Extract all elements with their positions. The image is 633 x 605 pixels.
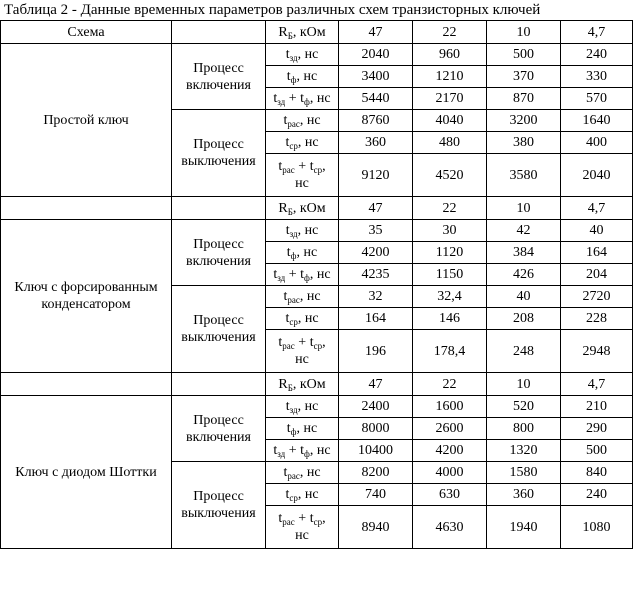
value-cell: 4040 xyxy=(413,110,487,132)
param-cell xyxy=(266,264,339,286)
param-symbol: t xyxy=(273,267,278,282)
param-subscript: зд xyxy=(289,229,298,239)
value-cell: 1580 xyxy=(487,462,561,484)
param-subscript: рас xyxy=(282,517,295,527)
param-unit: , нс xyxy=(297,47,319,62)
param-unit: , кОм xyxy=(292,200,326,216)
param-subscript: рас xyxy=(287,471,300,481)
process-off-label: Процесс выключения xyxy=(172,462,266,549)
param-unit: , нс xyxy=(297,487,319,502)
param-symbol: t xyxy=(286,69,291,84)
value-cell: 2400 xyxy=(339,396,413,418)
value-cell: 500 xyxy=(561,440,633,462)
value-cell: 2720 xyxy=(561,286,633,308)
value-cell: 800 xyxy=(487,418,561,440)
resistance-value: 10 xyxy=(487,373,561,396)
param-symbol: t xyxy=(285,487,290,502)
value-cell: 4520 xyxy=(413,154,487,197)
value-cell: 290 xyxy=(561,418,633,440)
value-cell: 2040 xyxy=(339,44,413,66)
param-symbol: t xyxy=(286,245,291,260)
param-cell xyxy=(266,44,339,66)
param-unit: , нс xyxy=(299,289,321,304)
param-unit: , кОм xyxy=(292,24,326,40)
process-on-label: Процесс включения xyxy=(172,396,266,462)
param-subscript: зд xyxy=(289,53,298,63)
value-cell: 740 xyxy=(339,484,413,506)
param-subscript: зд xyxy=(277,273,286,283)
param-plus: + t xyxy=(294,335,314,350)
data-row xyxy=(1,220,633,242)
param-symbol: t xyxy=(283,465,288,480)
resistance-value: 10 xyxy=(487,197,561,220)
value-cell: 8000 xyxy=(339,418,413,440)
value-cell: 32,4 xyxy=(413,286,487,308)
param-unit: , нс xyxy=(299,465,321,480)
value-cell: 360 xyxy=(487,484,561,506)
value-cell: 3200 xyxy=(487,110,561,132)
param-unit: , нс xyxy=(309,91,331,106)
param-cell xyxy=(266,286,339,308)
param-cell xyxy=(266,330,339,373)
value-cell: 178,4 xyxy=(413,330,487,373)
value-cell: 400 xyxy=(561,132,633,154)
param-unit: , нс xyxy=(299,113,321,128)
value-cell: 1210 xyxy=(413,66,487,88)
process-off-label: Процесс выключения xyxy=(172,286,266,373)
value-cell: 630 xyxy=(413,484,487,506)
value-cell: 146 xyxy=(413,308,487,330)
param-subscript: зд xyxy=(289,405,298,415)
value-cell: 164 xyxy=(561,242,633,264)
process-on-label: Процесс включения xyxy=(172,220,266,286)
process-off-label: Процесс выключения xyxy=(172,110,266,197)
param-symbol: R xyxy=(278,24,288,40)
header-row xyxy=(1,373,633,396)
scheme-name: Простой ключ xyxy=(1,44,172,197)
value-cell: 1150 xyxy=(413,264,487,286)
param-symbol: t xyxy=(283,113,288,128)
timing-table xyxy=(0,20,633,549)
param-symbol: t xyxy=(285,223,290,238)
param-subscript: рас xyxy=(287,119,300,129)
header-row xyxy=(1,21,633,44)
resistance-value: 47 xyxy=(339,373,413,396)
header-row xyxy=(1,197,633,220)
param-symbol: t xyxy=(286,421,291,436)
value-cell: 240 xyxy=(561,44,633,66)
param-cell xyxy=(266,66,339,88)
resistance-value: 4,7 xyxy=(561,21,633,44)
param-cell xyxy=(266,220,339,242)
value-cell: 40 xyxy=(561,220,633,242)
resistance-header xyxy=(266,373,339,396)
param-subscript: ф xyxy=(304,97,310,107)
value-cell: 42 xyxy=(487,220,561,242)
value-cell: 1320 xyxy=(487,440,561,462)
param-unit: , нс xyxy=(296,245,318,260)
value-cell: 164 xyxy=(339,308,413,330)
value-cell: 40 xyxy=(487,286,561,308)
param-subscript: рас xyxy=(282,341,295,351)
process-header xyxy=(172,373,266,396)
scheme-header: Схема xyxy=(1,21,172,44)
resistance-value: 4,7 xyxy=(561,197,633,220)
value-cell: 32 xyxy=(339,286,413,308)
param-plus: + t xyxy=(294,159,314,174)
value-cell: 248 xyxy=(487,330,561,373)
param-cell xyxy=(266,88,339,110)
value-cell: 4630 xyxy=(413,506,487,549)
value-cell: 570 xyxy=(561,88,633,110)
param-symbol: t xyxy=(278,511,283,526)
param-symbol: t xyxy=(278,159,283,174)
param-unit: , нс xyxy=(309,267,331,282)
value-cell: 384 xyxy=(487,242,561,264)
value-cell: 10400 xyxy=(339,440,413,462)
value-cell: 4235 xyxy=(339,264,413,286)
param-unit: , нс xyxy=(296,421,318,436)
value-cell: 8940 xyxy=(339,506,413,549)
param-subscript: рас xyxy=(287,295,300,305)
resistance-value: 47 xyxy=(339,197,413,220)
param-subscript: Б xyxy=(287,206,293,217)
param-plus: + t xyxy=(285,267,305,282)
value-cell: 426 xyxy=(487,264,561,286)
param-unit: , xyxy=(322,159,326,174)
value-cell: 4000 xyxy=(413,462,487,484)
value-cell: 480 xyxy=(413,132,487,154)
param-cell xyxy=(266,110,339,132)
value-cell: 196 xyxy=(339,330,413,373)
value-cell: 2600 xyxy=(413,418,487,440)
value-cell: 35 xyxy=(339,220,413,242)
param-symbol: t xyxy=(285,399,290,414)
value-cell: 204 xyxy=(561,264,633,286)
param-cell xyxy=(266,242,339,264)
value-cell: 2170 xyxy=(413,88,487,110)
param-cell xyxy=(266,396,339,418)
param-cell xyxy=(266,440,339,462)
scheme-header xyxy=(1,373,172,396)
param-unit: , нс xyxy=(296,69,318,84)
param-subscript: рас xyxy=(282,165,295,175)
param-symbol: t xyxy=(285,135,290,150)
param-subscript: ф xyxy=(290,427,297,437)
value-cell: 3400 xyxy=(339,66,413,88)
value-cell: 520 xyxy=(487,396,561,418)
param-unit: нс xyxy=(295,352,309,367)
value-cell: 8760 xyxy=(339,110,413,132)
param-cell xyxy=(266,462,339,484)
param-subscript: ф xyxy=(304,449,310,459)
value-cell: 370 xyxy=(487,66,561,88)
param-subscript: ср xyxy=(313,341,323,351)
scheme-header xyxy=(1,197,172,220)
param-symbol: t xyxy=(278,335,283,350)
resistance-header xyxy=(266,197,339,220)
resistance-value: 22 xyxy=(413,373,487,396)
value-cell: 330 xyxy=(561,66,633,88)
resistance-value: 4,7 xyxy=(561,373,633,396)
param-cell xyxy=(266,484,339,506)
param-subscript: ср xyxy=(313,517,323,527)
value-cell: 380 xyxy=(487,132,561,154)
param-cell xyxy=(266,154,339,197)
param-plus: + t xyxy=(294,511,314,526)
value-cell: 500 xyxy=(487,44,561,66)
value-cell: 840 xyxy=(561,462,633,484)
value-cell: 8200 xyxy=(339,462,413,484)
param-symbol: R xyxy=(278,376,288,392)
param-subscript: ф xyxy=(304,273,310,283)
value-cell: 210 xyxy=(561,396,633,418)
param-subscript: зд xyxy=(277,97,286,107)
process-on-label: Процесс включения xyxy=(172,44,266,110)
value-cell: 360 xyxy=(339,132,413,154)
value-cell: 5440 xyxy=(339,88,413,110)
param-unit: нс xyxy=(295,176,309,191)
param-subscript: ср xyxy=(289,317,298,327)
param-plus: + t xyxy=(285,443,305,458)
data-row xyxy=(1,396,633,418)
param-symbol: t xyxy=(273,91,278,106)
value-cell: 208 xyxy=(487,308,561,330)
table-caption: Таблица 2 - Данные временных параметров различных схем транзисторных ключей xyxy=(4,2,541,18)
value-cell: 9120 xyxy=(339,154,413,197)
param-symbol: R xyxy=(278,200,288,216)
param-unit: , нс xyxy=(297,311,319,326)
param-subscript: Б xyxy=(287,382,293,393)
param-symbol: t xyxy=(285,311,290,326)
value-cell: 960 xyxy=(413,44,487,66)
value-cell: 228 xyxy=(561,308,633,330)
param-cell xyxy=(266,132,339,154)
value-cell: 870 xyxy=(487,88,561,110)
param-subscript: ср xyxy=(289,493,298,503)
param-cell xyxy=(266,418,339,440)
data-row xyxy=(1,44,633,66)
param-unit: нс xyxy=(295,528,309,543)
param-unit: , нс xyxy=(297,399,319,414)
resistance-value: 10 xyxy=(487,21,561,44)
value-cell: 4200 xyxy=(413,440,487,462)
param-subscript: Б xyxy=(287,30,293,41)
value-cell: 1120 xyxy=(413,242,487,264)
process-header xyxy=(172,21,266,44)
value-cell: 240 xyxy=(561,484,633,506)
scheme-name: Ключ с диодом Шоттки xyxy=(1,396,172,549)
value-cell: 3580 xyxy=(487,154,561,197)
param-cell xyxy=(266,308,339,330)
resistance-value: 22 xyxy=(413,197,487,220)
param-unit: , нс xyxy=(297,135,319,150)
resistance-value: 47 xyxy=(339,21,413,44)
resistance-header xyxy=(266,21,339,44)
resistance-value: 22 xyxy=(413,21,487,44)
value-cell: 1940 xyxy=(487,506,561,549)
value-cell: 30 xyxy=(413,220,487,242)
value-cell: 2040 xyxy=(561,154,633,197)
param-unit: , нс xyxy=(297,223,319,238)
value-cell: 1600 xyxy=(413,396,487,418)
param-symbol: t xyxy=(273,443,278,458)
param-symbol: t xyxy=(283,289,288,304)
scheme-name: Ключ с форсированным конденсатором xyxy=(1,220,172,373)
param-subscript: ф xyxy=(290,75,297,85)
process-header xyxy=(172,197,266,220)
value-cell: 1080 xyxy=(561,506,633,549)
param-subscript: ср xyxy=(313,165,323,175)
param-unit: , xyxy=(322,335,326,350)
param-plus: + t xyxy=(285,91,305,106)
value-cell: 1640 xyxy=(561,110,633,132)
param-cell xyxy=(266,506,339,549)
value-cell: 2948 xyxy=(561,330,633,373)
param-unit: , кОм xyxy=(292,376,326,392)
param-subscript: ср xyxy=(289,141,298,151)
value-cell: 4200 xyxy=(339,242,413,264)
param-unit: , xyxy=(322,511,326,526)
param-subscript: ф xyxy=(290,251,297,261)
param-subscript: зд xyxy=(277,449,286,459)
param-unit: , нс xyxy=(309,443,331,458)
param-symbol: t xyxy=(285,47,290,62)
